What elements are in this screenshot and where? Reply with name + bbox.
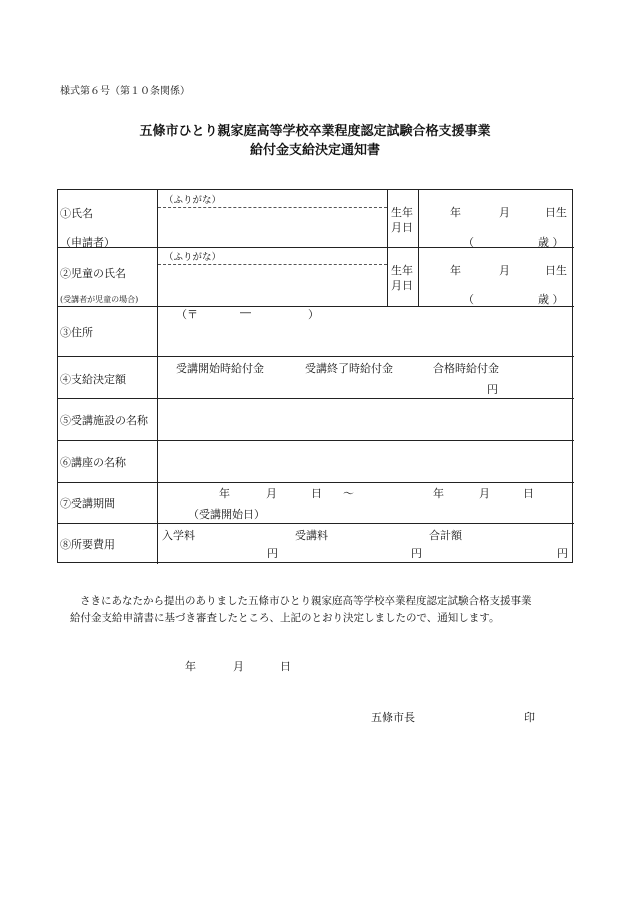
- birth-label-1: 生年: [391, 264, 413, 277]
- furigana-line: [158, 264, 387, 265]
- notice-paragraph-line-2: 給付金支給申請書に基づき審査したところ、上記のとおり決定しましたので、通知します。: [70, 612, 500, 624]
- period-end-day: 日: [523, 487, 534, 500]
- period-end-year: 年: [433, 487, 444, 500]
- total-cost-label: 合計額: [429, 529, 462, 542]
- label-column-divider: [157, 190, 158, 564]
- postal-dash: ―: [240, 306, 251, 319]
- period-tilde: ～: [343, 487, 354, 500]
- age-close: 歳 ）: [538, 236, 564, 249]
- name-label: ①氏名: [60, 207, 93, 220]
- notice-paragraph-line-1: さきにあなたから提出のありました五條市ひとり親家庭高等学校卒業程度認定試験合格支援事業: [80, 595, 532, 607]
- row-divider: [58, 482, 574, 483]
- furigana-line: [158, 207, 387, 208]
- form-number: 様式第６号（第１０条関係）: [60, 86, 190, 97]
- row-divider: [58, 523, 574, 524]
- postal-close: ）: [308, 308, 319, 321]
- title-line-2: 給付金支給決定通知書: [249, 143, 380, 158]
- birth-label-1: 生年: [391, 206, 413, 219]
- course-name-label: ⑥講座の名称: [60, 456, 126, 469]
- period-start-month: 月: [266, 487, 277, 500]
- application-table: [57, 189, 573, 563]
- payment-amount-label: ④支給決定額: [60, 373, 126, 386]
- period-end-month: 月: [479, 487, 490, 500]
- age-open: （: [463, 293, 474, 306]
- birth-year: 年: [450, 264, 461, 277]
- period-start-day: 日: [311, 487, 322, 500]
- amount-end-label: 受講終了時給付金: [305, 362, 393, 375]
- birth-month: 月: [499, 206, 510, 219]
- course-period-label: ⑦受講期間: [60, 497, 115, 510]
- birth-day: 日生: [545, 264, 567, 277]
- tuition-fee-label: 受講料: [295, 529, 328, 542]
- birth-label-2: 月日: [391, 279, 413, 292]
- tuition-fee-yen: 円: [411, 547, 422, 560]
- date-day: 日: [280, 660, 291, 673]
- date-year: 年: [185, 660, 196, 673]
- row-divider: [58, 247, 574, 248]
- entrance-fee-yen: 円: [267, 547, 278, 560]
- furigana-label: （ふりがな）: [164, 252, 222, 263]
- birth-day: 日生: [545, 206, 567, 219]
- child-name-note: (受講者が児童の場合): [60, 295, 139, 304]
- birth-value-divider: [418, 190, 419, 306]
- row-divider: [58, 440, 574, 441]
- mayor-title: 五條市長: [371, 711, 415, 724]
- seal-mark: 印: [524, 711, 535, 724]
- postal-open: （〒: [176, 308, 198, 321]
- applicant-label: （申請者）: [60, 236, 115, 249]
- yen-unit: 円: [487, 383, 498, 396]
- period-start-note: （受講開始日）: [188, 508, 265, 521]
- birth-label-2: 月日: [391, 221, 413, 234]
- total-cost-yen: 円: [557, 547, 568, 560]
- entrance-fee-label: 入学料: [162, 529, 195, 542]
- birth-month: 月: [499, 264, 510, 277]
- birth-year: 年: [450, 206, 461, 219]
- child-name-label: ②児童の氏名: [60, 267, 126, 280]
- row-divider: [58, 356, 574, 357]
- period-start-year: 年: [219, 487, 230, 500]
- age-close: 歳 ）: [538, 293, 564, 306]
- facility-name-label: ⑤受講施設の名称: [60, 414, 148, 427]
- amount-pass-label: 合格時給付金: [433, 362, 499, 375]
- furigana-label: （ふりがな）: [164, 195, 222, 206]
- row-divider: [58, 398, 574, 399]
- birth-column-divider: [387, 190, 388, 306]
- date-month: 月: [233, 660, 244, 673]
- age-open: （: [463, 236, 474, 249]
- title-line-1: 五條市ひとり親家庭高等学校卒業程度認定試験合格支援事業: [139, 124, 491, 139]
- required-costs-label: ⑧所要費用: [60, 538, 115, 551]
- amount-start-label: 受講開始時給付金: [176, 362, 264, 375]
- address-label: ③住所: [60, 326, 93, 339]
